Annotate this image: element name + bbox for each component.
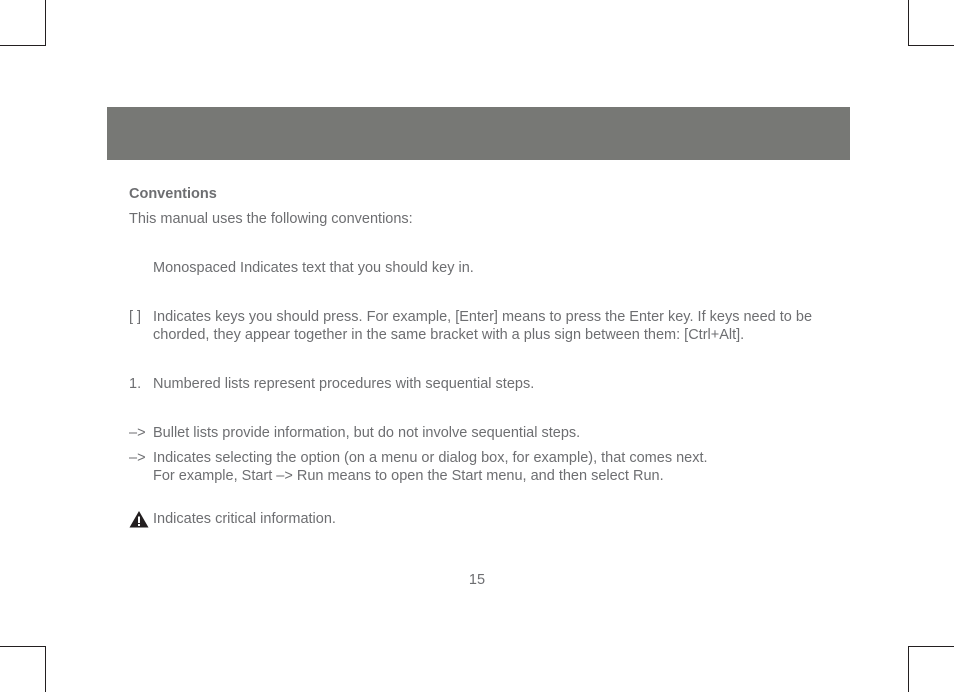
item-marker: [ ] bbox=[129, 309, 142, 325]
item-text: Indicates keys you should press. For example, [Enter] means to press the Enter key. If keys need to be chorded, they appear together in the same bracket with a plus sign between them: [Ctrl+Alt]. bbox=[153, 309, 813, 343]
crop-mark-bottom-right bbox=[908, 646, 954, 692]
header-bar bbox=[107, 107, 850, 160]
crop-mark-bottom-left bbox=[0, 646, 46, 692]
item-marker: 1. bbox=[129, 376, 142, 392]
list-item bbox=[129, 375, 839, 393]
item-marker: –> bbox=[129, 425, 146, 441]
list-item bbox=[129, 259, 839, 277]
warning-text: Indicates critical information. bbox=[153, 511, 336, 527]
list-item bbox=[129, 424, 839, 442]
list-item bbox=[129, 449, 839, 485]
item-text: Numbered lists represent procedures with sequential steps. bbox=[153, 376, 535, 392]
item-text: Bullet lists provide information, but do not involve sequential steps. bbox=[153, 425, 581, 441]
conventions-section bbox=[129, 185, 839, 528]
crop-mark-top-left bbox=[0, 0, 46, 46]
section-title: Conventions bbox=[129, 186, 217, 202]
list-item bbox=[129, 308, 839, 344]
page-number: 15 bbox=[468, 572, 486, 588]
crop-mark-top-right bbox=[908, 0, 954, 46]
warning-triangle-icon bbox=[129, 510, 149, 528]
item-text: Monospaced Indicates text that you should key in. bbox=[153, 260, 474, 276]
warning-item bbox=[129, 510, 839, 528]
section-intro: This manual uses the following conventions: bbox=[129, 211, 413, 227]
item-marker: –> bbox=[129, 450, 146, 466]
item-text: Indicates selecting the option (on a menu or dialog box, for example), that comes next. For example, Start –> Run means to open the Start menu, and then select Run. bbox=[153, 450, 708, 484]
